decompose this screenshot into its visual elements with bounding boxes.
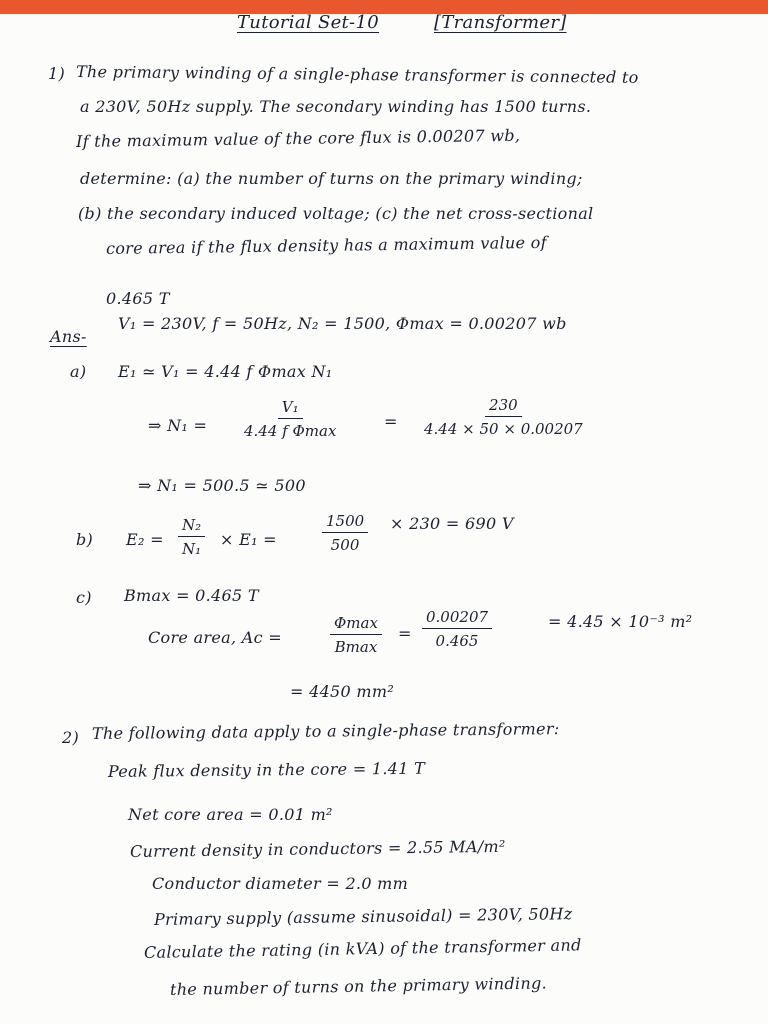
part-c-label: c) (76, 588, 92, 607)
fraction-numerator: 1500 (322, 512, 368, 533)
q2-line: Primary supply (assume sinusoidal) = 230V, 50Hz (153, 904, 573, 929)
part-b-result: × 230 = 690 V (390, 514, 514, 533)
part-c-result-mm2: = 4450 mm² (290, 682, 395, 701)
q1-line: determine: (a) the number of turns on the primary winding; (80, 169, 583, 188)
q2-number: 2) (62, 728, 80, 747)
page-topic: [Transformer] (434, 12, 567, 33)
part-a-emf-equation: E₁ ≃ V₁ = 4.44 f Φmax N₁ (118, 362, 333, 381)
part-a-arrow: ⇒ N₁ = (148, 416, 208, 435)
part-c-fraction-numeric (422, 608, 492, 650)
paper-edge-strip (0, 0, 768, 14)
q2-line: Peak flux density in the core = 1.41 T (107, 758, 426, 781)
answer-label: Ans- (50, 327, 87, 346)
part-c-fraction-symbolic (330, 614, 382, 656)
part-b-label: b) (76, 530, 94, 549)
q1-line: If the maximum value of the core flux is 0.00207 wb, (75, 125, 521, 151)
fraction-numerator: 0.00207 (422, 608, 492, 629)
fraction-denominator: 500 (330, 536, 360, 554)
part-b-fraction-numeric (322, 512, 368, 554)
q1-line: 0.465 T (106, 289, 170, 308)
part-c-bmax: Bmax = 0.465 T (124, 586, 259, 605)
fraction-denominator: 4.44 × 50 × 0.00207 (424, 420, 583, 438)
q2-line: the number of turns on the primary winding. (169, 973, 548, 999)
part-a-fraction-symbolic (240, 398, 340, 440)
fraction-denominator: 0.465 (435, 632, 479, 650)
q2-line: Current density in conductors = 2.55 MA/m² (129, 836, 506, 861)
part-b-lhs: E₂ = (126, 530, 164, 549)
fraction-numerator: Φmax (330, 614, 382, 635)
fraction-denominator: 4.44 f Φmax (244, 422, 337, 440)
fraction-denominator: Bmax (334, 638, 378, 656)
part-a-result: ⇒ N₁ = 500.5 ≃ 500 (138, 476, 306, 495)
q1-line: a 230V, 50Hz supply. The secondary winding has 1500 turns. (80, 97, 592, 116)
part-b-mid: × E₁ = (220, 530, 277, 549)
fraction-numerator: V₁ (278, 398, 303, 419)
part-a-equals: = (384, 412, 398, 431)
answer-given: V₁ = 230V, f = 50Hz, N₂ = 1500, Φmax = 0.00207 wb (118, 314, 567, 333)
fraction-denominator: N₁ (182, 540, 202, 558)
fraction-numerator: 230 (485, 396, 522, 417)
part-a-label: a) (70, 362, 87, 381)
q1-line: core area if the flux density has a maximum value of (105, 232, 547, 258)
part-b-turns-ratio (178, 516, 205, 558)
q2-line: Conductor diameter = 2.0 mm (152, 874, 409, 893)
q2-intro: The following data apply to a single-phase transformer: (91, 719, 560, 743)
q2-line: Net core area = 0.01 m² (128, 805, 333, 824)
q2-line: Calculate the rating (in kVA) of the transformer and (143, 935, 582, 962)
fraction-numerator: N₂ (178, 516, 205, 537)
q1-line: (b) the secondary induced voltage; (c) the net cross-sectional (78, 204, 594, 223)
part-a-fraction-numeric (420, 396, 587, 438)
part-c-core-area-lhs: Core area, Ac = (148, 628, 282, 647)
part-c-equals: = (398, 624, 412, 643)
part-c-result-m2: = 4.45 × 10⁻³ m² (548, 612, 693, 631)
page-title: Tutorial Set-10 (237, 12, 379, 33)
q1-number: 1) (48, 64, 66, 83)
q1-line: The primary winding of a single-phase transformer is connected to (75, 62, 639, 87)
